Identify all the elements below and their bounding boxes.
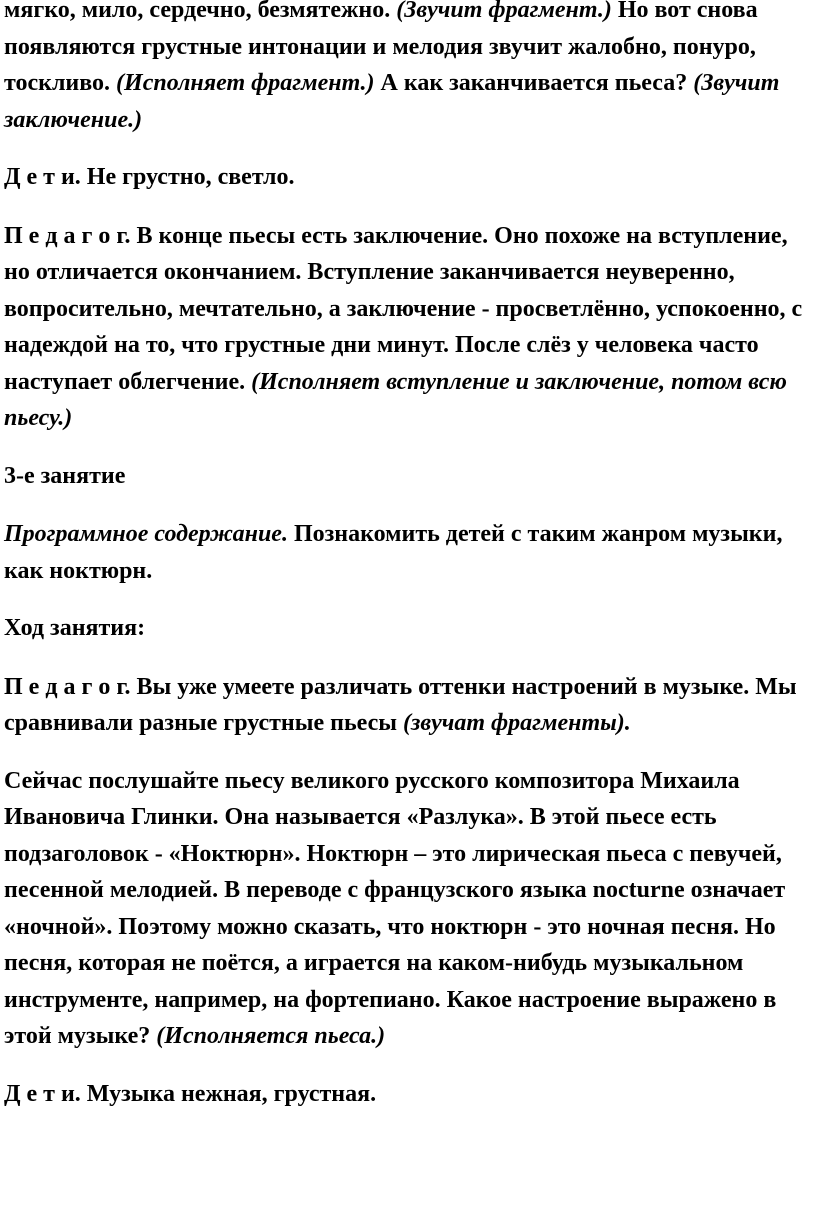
paragraph-teacher-explanation <box>4 218 804 437</box>
stage-direction: (Исполняет фрагмент.) <box>116 70 375 96</box>
paragraph-nocturne-explanation <box>4 763 804 1055</box>
paragraph-teacher-intro <box>4 669 804 742</box>
stage-direction: (Звучит заключение.) <box>4 70 780 133</box>
paragraph-piece-description <box>4 0 804 138</box>
paragraph-program-content <box>4 516 804 589</box>
section-label: Программное содержание. <box>4 521 288 547</box>
text-run: 3-е занятие <box>4 462 126 489</box>
text-run: А как заканчивается пьеса? <box>374 70 694 96</box>
lesson-progress-heading <box>4 610 804 647</box>
paragraph-children-answer <box>4 1076 804 1113</box>
text-run: Познакомить детей с таким жанром музыки, как ноктюрн. <box>4 521 783 584</box>
text-run: мягко, мило, сердечно, безмятежно. <box>4 0 397 23</box>
document-page <box>4 0 804 1134</box>
text-run: Сейчас послушайте пьесу великого русского композитора Михаила Ивановича Глинки. Она называется «Разлука». В этой пьесе есть подзаголовок - «Ноктюрн». Ноктюрн – это лирическая пьеса с певучей, песенной мелодией. В переводе с французского языка nocturne означает «ночной». Поэтому можно сказать, что ноктюрн - это ночная песня. Но песня, которая не поётся, а играется на каком-нибудь музыкальном инструменте, например, на фортепиано. Какое настроение выражено в этой музыке? <box>4 767 786 1049</box>
stage-direction: (Звучит фрагмент.) <box>396 0 612 23</box>
paragraph-children-reply <box>4 159 804 196</box>
text-run: П е д а г о г. В конце пьесы есть заключение. Оно похоже на вступление, но отличается окончанием. Вступление заканчивается неуверенно, вопросительно, мечтательно, а заключение - просветлённо, успокоенно, с надеждой на то, что грустные дни минут. После слёз у человека часто наступает облегчение. <box>4 222 803 395</box>
lesson-heading <box>4 458 804 495</box>
stage-direction: (Исполняет вступление и заключение, потом всю пьесу.) <box>4 368 787 431</box>
text-run: Д е т и. Не грустно, светло. <box>4 164 295 190</box>
text-run: Но вот снова появляются грустные интонации и мелодия звучит жалобно, понуро, тоскливо. <box>4 0 758 96</box>
text-run: Ход занятия: <box>4 615 146 641</box>
stage-direction: (звучат фрагменты). <box>403 710 631 736</box>
stage-direction: (Исполняется пьеса.) <box>156 1023 386 1049</box>
text-run: П е д а г о г. Вы уже умеете различать оттенки настроений в музыке. Мы сравнивали разные грустные пьесы <box>4 673 797 736</box>
text-run: Д е т и. Музыка нежная, грустная. <box>4 1080 377 1107</box>
